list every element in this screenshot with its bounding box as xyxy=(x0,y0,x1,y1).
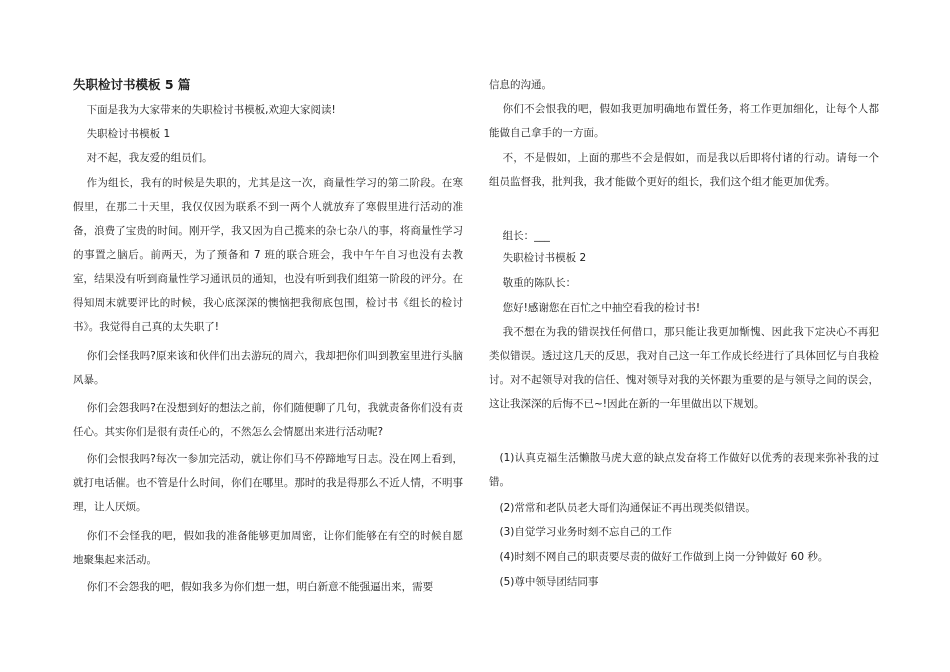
body-paragraph: 你们会怪我吗?原来该和伙伴们出去游玩的周六，我却把你们叫到教室里进行头脑风暴。 xyxy=(73,350,463,386)
salutation: 对不起，我友爱的组员们。 xyxy=(86,152,213,164)
body-paragraph: 你们不会恨我的吧，假如我更加明确地布置任务，将工作更加细化，让每个人都能做自己拿手的一方面。 xyxy=(489,103,879,139)
list-item: (1)认真克福生活懒散马虎大意的缺点发奋将工作做好以优秀的表现来弥补我的过错。 xyxy=(489,452,879,488)
body-paragraph: 你们不会怪我的吧，假如我的准备能够更加周密，让你们能够在有空的时候自愿地聚集起来活动。 xyxy=(73,530,463,566)
body-paragraph: 信息的沟通。 xyxy=(489,79,552,91)
list-item: (3)自觉学习业务时刻不忘自己的工作 xyxy=(499,526,672,538)
body-paragraph: 你们不会怨我的吧，假如我多为你们想一想，明白新意不能强逼出来，需要 xyxy=(86,581,434,593)
signature-line: 组长：___ xyxy=(502,230,550,242)
list-item: (4)时刻不网自己的职责要尽责的做好工作做到上岗一分钟做好 60 秒。 xyxy=(499,551,829,563)
body-paragraph: 你们会怨我吗?在没想到好的想法之前，你们随便聊了几句，我就责备你们没有责任心。其实你们是很有责任心的，不然怎么会情愿出来进行活动呢? xyxy=(73,402,463,438)
body-paragraph: 作为组长，我有的时候是失职的，尤其是这一次，商量性学习的第二阶段。在寒假里，在那二十天里，我仅仅因为联系不到一两个人就放弃了寒假里进行活动的准备，浪费了宝贵的时间。刚开学，我又因为自己揽来的杂七杂八的事，将商量性学习的事置之脑后。前两天，为了预备和 7 班的联合班会，我中午午自习也没有去教室，结果没有听到商量性学习通讯员的通知，也没有听到我们组第一阶段的评分。在得知周末就要评比的时候，我心底深深的懊恼把我彻底包围，检讨书《组长的检讨书》。我觉得自己真的太失职了! xyxy=(73,177,463,333)
body-paragraph: 您好!感谢您在百忙之中抽空看我的检讨书! xyxy=(502,302,701,314)
section-heading-1: 失职检讨书模板 1 xyxy=(86,128,171,140)
list-item: (5)尊中领导团结同事 xyxy=(499,576,599,588)
intro-paragraph: 下面是我为大家带来的失职检讨书模板,欢迎大家阅读! xyxy=(86,104,336,116)
body-paragraph: 我不想在为我的错误找任何借口，那只能让我更加惭愧、因此我下定决心不再犯类似错误。透过这几天的反思，我对自己这一年工作成长经进行了具体回忆与自我检讨。对不起领导对我的信任、愧对领导对我的关怀跟为重要的是与领导之间的误会，这让我深深的后悔不已~!因此在新的一年里做出以下规划。 xyxy=(489,326,879,410)
list-item: (2)常常和老队员老大哥们沟通保证不再出现类似错误。 xyxy=(499,502,756,514)
body-paragraph: 你们会恨我吗?每次一参加完活动，就让你们马不停蹄地写日志。没在网上看到，就打电话催。也不管是什么时间，你们在哪里。那时的我是得那么不近人情，不明事理，让人厌烦。 xyxy=(73,453,463,513)
body-paragraph: 不，不是假如，上面的那些不会是假如，而是我以后即将付诸的行动。请每一个组员监督我，批判我，我才能做个更好的组长，我们这个组才能更加优秀。 xyxy=(489,152,879,188)
document-title: 失职检讨书模板 5 篇 xyxy=(73,77,191,92)
salutation: 敬重的陈队长： xyxy=(502,277,577,289)
section-heading-2: 失职检讨书模板 2 xyxy=(502,252,587,264)
